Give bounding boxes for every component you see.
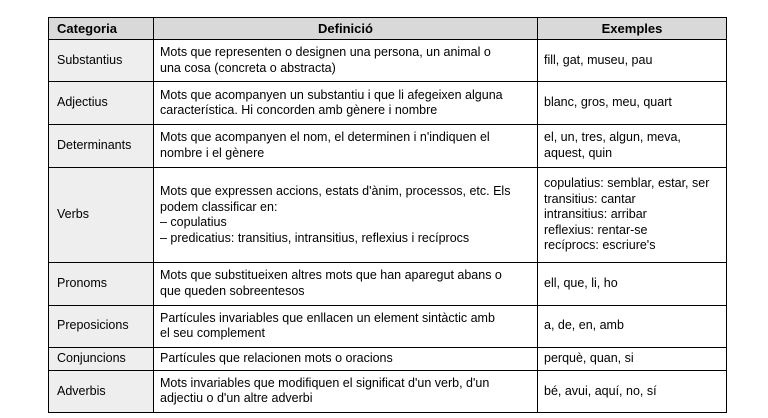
table-row bbox=[49, 370, 727, 412]
header-definicio: Definició bbox=[154, 18, 538, 40]
definicio-cell: Partícules invariables que enllacen un element sintàctic amb el seu complement bbox=[154, 305, 538, 347]
table-row bbox=[49, 168, 727, 263]
categoria-cell: Substantius bbox=[49, 40, 154, 82]
categoria-cell: Adjectius bbox=[49, 82, 154, 124]
categoria-cell: Pronoms bbox=[49, 263, 154, 305]
categoria-cell: Conjuncions bbox=[49, 347, 154, 370]
header-categoria: Categoria bbox=[49, 18, 154, 40]
table-row bbox=[49, 40, 727, 82]
table-row bbox=[49, 82, 727, 124]
definicio-cell: Mots que acompanyen el nom, el determinen i n'indiquen el nombre i el gènere bbox=[154, 124, 538, 167]
table-row bbox=[49, 263, 727, 305]
exemples-cell: el, un, tres, algun, meva, aquest, quin bbox=[538, 124, 727, 167]
table-row bbox=[49, 305, 727, 347]
categoria-cell: Adverbis bbox=[49, 370, 154, 412]
exemples-cell: a, de, en, amb bbox=[538, 305, 727, 347]
definicio-cell: Partícules que relacionen mots o oracions bbox=[154, 347, 538, 370]
definicio-cell: Mots que substitueixen altres mots que han aparegut abans o que queden sobreentesos bbox=[154, 263, 538, 305]
categoria-cell: Determinants bbox=[49, 124, 154, 167]
exemples-cell: fill, gat, museu, pau bbox=[538, 40, 727, 82]
table-row bbox=[49, 124, 727, 167]
grammar-categories-table bbox=[48, 17, 727, 413]
definicio-cell: Mots que representen o designen una persona, un animal o una cosa (concreta o abstracta) bbox=[154, 40, 538, 82]
categoria-cell: Preposicions bbox=[49, 305, 154, 347]
definicio-cell: Mots invariables que modifiquen el significat d'un verb, d'un adjectiu o d'un altre adverbi bbox=[154, 370, 538, 412]
exemples-cell: perquè, quan, si bbox=[538, 347, 727, 370]
definicio-cell: Mots que expressen accions, estats d'ànim, processos, etc. Els podem classificar en: – copulatius – predicatius: transitius, intransitius, reflexius i recíprocs bbox=[154, 168, 538, 263]
exemples-cell: blanc, gros, meu, quart bbox=[538, 82, 727, 124]
exemples-cell: ell, que, li, ho bbox=[538, 263, 727, 305]
definicio-cell: Mots que acompanyen un substantiu i que li afegeixen alguna característica. Hi concorden amb gènere i nombre bbox=[154, 82, 538, 124]
exemples-cell: copulatius: semblar, estar, ser transitius: cantar intransitius: arribar reflexius: rentar-se recíprocs: escriure's bbox=[538, 168, 727, 263]
exemples-cell: bé, avui, aquí, no, sí bbox=[538, 370, 727, 412]
header-row bbox=[49, 18, 727, 40]
header-exemples: Exemples bbox=[538, 18, 727, 40]
table-row bbox=[49, 347, 727, 370]
categoria-cell: Verbs bbox=[49, 168, 154, 263]
